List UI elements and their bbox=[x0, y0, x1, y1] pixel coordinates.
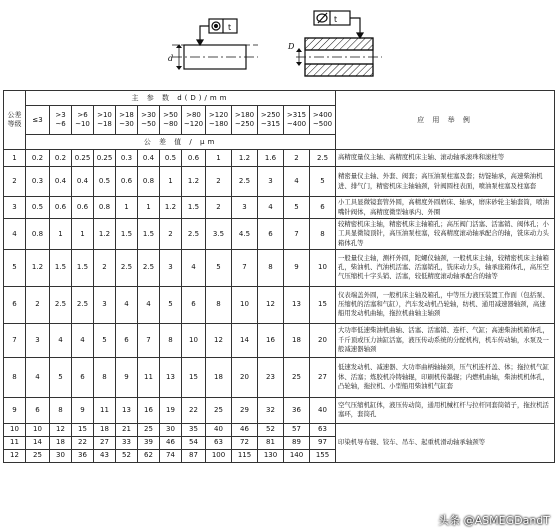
tolerance-value-cell: 1.2 bbox=[160, 197, 182, 219]
tolerance-value-cell: 63 bbox=[310, 423, 336, 436]
tolerance-value-cell: 2.5 bbox=[138, 249, 160, 286]
table-body bbox=[4, 91, 555, 463]
tolerance-value-cell: 0.8 bbox=[26, 219, 50, 250]
tolerance-value-cell: 6 bbox=[26, 397, 50, 423]
tolerance-value-cell: 0.2 bbox=[26, 150, 50, 167]
tolerance-value-cell: 18 bbox=[94, 423, 116, 436]
tolerance-value-cell: 2 bbox=[206, 197, 232, 219]
tolerance-value-cell: 46 bbox=[160, 436, 182, 449]
application-cell: 较精密机床主轴，精密机床主轴箱孔；高压阀门活塞、活塞销、阀体孔；小工具显微镜顶针，高压油泵柱塞，较高精度滚动轴承配合的轴，铣床动力头箱体孔等 bbox=[336, 219, 555, 250]
tolerance-value-cell: 3 bbox=[94, 286, 116, 323]
tolerance-value-cell: 15 bbox=[310, 286, 336, 323]
tolerance-value-cell: 7 bbox=[232, 249, 258, 286]
tolerance-value-cell: 4 bbox=[284, 167, 310, 197]
tolerance-value-cell: 100 bbox=[206, 449, 232, 462]
tolerance-value-cell: 25 bbox=[26, 449, 50, 462]
tolerance-value-cell: 1 bbox=[72, 219, 94, 250]
grade-cell: 8 bbox=[4, 357, 26, 397]
grade-cell: 1 bbox=[4, 150, 26, 167]
grade-cell: 12 bbox=[4, 449, 26, 462]
tolerance-value-cell: 0.25 bbox=[94, 150, 116, 167]
tolerance-value-cell: 30 bbox=[50, 449, 72, 462]
tolerance-value-cell: 6 bbox=[258, 219, 284, 250]
tolerance-value-cell: 16 bbox=[258, 323, 284, 357]
tolerance-value-cell: 2 bbox=[284, 150, 310, 167]
tolerance-value-cell: 97 bbox=[310, 436, 336, 449]
tolerance-value-cell: 5 bbox=[206, 249, 232, 286]
tolerance-value-cell: 15 bbox=[72, 423, 94, 436]
tolerance-diagrams bbox=[0, 0, 558, 90]
tolerance-value-cell: 36 bbox=[72, 449, 94, 462]
tolerance-value-cell: 0.4 bbox=[50, 167, 72, 197]
tolerance-value-cell: 43 bbox=[94, 449, 116, 462]
tolerance-value-cell: 10 bbox=[310, 249, 336, 286]
grade-cell: 5 bbox=[4, 249, 26, 286]
tolerance-value-cell: 8 bbox=[50, 397, 72, 423]
application-cell: 空气压缩机缸体，液压传动筒，通用机械杠杆与拉杆同套筒销子，拖拉机活塞环，套筒孔 bbox=[336, 397, 555, 423]
tolerance-value-cell: 1.2 bbox=[232, 150, 258, 167]
tolerance-value-cell: 39 bbox=[138, 436, 160, 449]
tolerance-value-cell: 13 bbox=[116, 397, 138, 423]
tolerance-value-cell: 14 bbox=[232, 323, 258, 357]
tolerance-value-cell: 3 bbox=[232, 197, 258, 219]
application-cell: 小工具显微镜套管外圆，高精度外圆磨床、轴承，磨床砂轮主轴套筒，喷油嘴针阀体，高精度微型轴承内、外圈 bbox=[336, 197, 555, 219]
tolerance-value-cell: 1 bbox=[206, 150, 232, 167]
tolerance-value-cell: 0.8 bbox=[94, 197, 116, 219]
table-row bbox=[4, 357, 555, 397]
tolerance-value-cell: 63 bbox=[206, 436, 232, 449]
grade-header: 公差 等级 bbox=[4, 91, 26, 150]
shaft-diameter-label: d bbox=[168, 54, 174, 63]
tolerance-value-cell: 2.5 bbox=[72, 286, 94, 323]
tolerance-value-cell: 30 bbox=[160, 423, 182, 436]
table-row bbox=[4, 249, 555, 286]
tolerance-value-cell: 1 bbox=[116, 197, 138, 219]
grade-cell: 11 bbox=[4, 436, 26, 449]
size-range-cell: >10 ~18 bbox=[94, 106, 116, 135]
hole-diagram bbox=[287, 11, 382, 76]
size-range-cell: ≤3 bbox=[26, 106, 50, 135]
tolerance-value-cell: 2.5 bbox=[182, 219, 206, 250]
tolerance-value-cell: 5 bbox=[160, 286, 182, 323]
table-row bbox=[4, 150, 555, 167]
size-range-cell: >120 ~180 bbox=[206, 106, 232, 135]
tolerance-value-cell: 35 bbox=[182, 423, 206, 436]
tolerance-value-cell: 27 bbox=[94, 436, 116, 449]
size-range-cell: >250 ~315 bbox=[258, 106, 284, 135]
table-row bbox=[4, 323, 555, 357]
grade-cell: 3 bbox=[4, 197, 26, 219]
watermark: 头条 @ASMEGDandT bbox=[438, 514, 550, 527]
tolerance-value-cell: 0.4 bbox=[138, 150, 160, 167]
tolerance-value-cell: 72 bbox=[232, 436, 258, 449]
tolerance-value-cell: 130 bbox=[258, 449, 284, 462]
tolerance-value-cell: 1 bbox=[160, 167, 182, 197]
tolerance-value-cell: 18 bbox=[50, 436, 72, 449]
application-cell: 仪表端盖外圆，一般机床主轴及箱孔，中等压力液压装置工作面（包括泵、压缩机的活塞和气缸），汽车发动机凸轮轴，纺机、通用减速器轴颈，高速船用发动机曲轴，拖拉机曲轴主轴颈 bbox=[336, 286, 555, 323]
tolerance-value-cell: 12 bbox=[258, 286, 284, 323]
tolerance-value-cell: 14 bbox=[26, 436, 50, 449]
size-range-cell: >50 ~80 bbox=[160, 106, 182, 135]
tolerance-value-cell: 2.5 bbox=[116, 249, 138, 286]
tolerance-value-cell: 1.2 bbox=[182, 167, 206, 197]
size-range-cell: >180 ~250 bbox=[232, 106, 258, 135]
tolerance-value-cell: 57 bbox=[284, 423, 310, 436]
tolerance-value-cell: 10 bbox=[232, 286, 258, 323]
size-range-cell: >315 ~400 bbox=[284, 106, 310, 135]
grade-cell: 7 bbox=[4, 323, 26, 357]
tolerance-value-cell: 40 bbox=[310, 397, 336, 423]
tolerance-value-cell: 54 bbox=[182, 436, 206, 449]
tolerance-value-cell: 6 bbox=[72, 357, 94, 397]
tolerance-value-cell: 1.6 bbox=[258, 150, 284, 167]
tolerance-value-cell: 12 bbox=[50, 423, 72, 436]
tolerance-value-cell: 2 bbox=[206, 167, 232, 197]
tolerance-value-cell: 5 bbox=[50, 357, 72, 397]
tolerance-value-cell: 8 bbox=[310, 219, 336, 250]
size-range-cell: >30 ~50 bbox=[138, 106, 160, 135]
tolerance-value-cell: 74 bbox=[160, 449, 182, 462]
tolerance-value-cell: 11 bbox=[138, 357, 160, 397]
application-header: 应 用 举 例 bbox=[336, 91, 555, 150]
tolerance-value-cell: 2.5 bbox=[232, 167, 258, 197]
tolerance-table bbox=[3, 90, 555, 463]
tolerance-value-cell: 0.6 bbox=[50, 197, 72, 219]
size-range-cell: >6 ~10 bbox=[72, 106, 94, 135]
tolerance-value-cell: 0.5 bbox=[160, 150, 182, 167]
tolerance-value-cell: 7 bbox=[138, 323, 160, 357]
tolerance-value-cell: 2.5 bbox=[310, 150, 336, 167]
tolerance-value-cell: 8 bbox=[206, 286, 232, 323]
tolerance-value-cell: 1.5 bbox=[72, 249, 94, 286]
table-row bbox=[4, 219, 555, 250]
tolerance-value-cell: 3.5 bbox=[206, 219, 232, 250]
tolerance-value-cell: 0.3 bbox=[26, 167, 50, 197]
tolerance-value-cell: 18 bbox=[206, 357, 232, 397]
tolerance-value-cell: 115 bbox=[232, 449, 258, 462]
tolerance-value-cell: 10 bbox=[26, 423, 50, 436]
size-range-cell: >80 ~120 bbox=[182, 106, 206, 135]
shaft-diagram bbox=[168, 19, 258, 70]
tolerance-value-cell: 1.5 bbox=[116, 219, 138, 250]
tolerance-value-cell: 9 bbox=[116, 357, 138, 397]
tolerance-value-cell: 1 bbox=[138, 197, 160, 219]
tolerance-value-cell: 36 bbox=[284, 397, 310, 423]
tolerance-value-cell: 29 bbox=[232, 397, 258, 423]
tolerance-value-cell: 0.3 bbox=[116, 150, 138, 167]
tolerance-value-cell: 0.4 bbox=[72, 167, 94, 197]
tolerance-value-cell: 1.2 bbox=[94, 219, 116, 250]
grade-cell: 4 bbox=[4, 219, 26, 250]
tolerance-value-cell: 5 bbox=[310, 167, 336, 197]
tolerance-value-cell: 87 bbox=[182, 449, 206, 462]
main-param-header: 主 参 数 d(D)/mm bbox=[26, 91, 336, 106]
tolerance-value-cell: 16 bbox=[138, 397, 160, 423]
tolerance-value-cell: 1.5 bbox=[182, 197, 206, 219]
table-row bbox=[4, 197, 555, 219]
tolerance-value-cell: 25 bbox=[206, 397, 232, 423]
tolerance-value-cell: 1.5 bbox=[50, 249, 72, 286]
size-range-cell: >18 ~30 bbox=[116, 106, 138, 135]
tolerance-value-cell: 52 bbox=[116, 449, 138, 462]
table-row bbox=[4, 397, 555, 423]
tolerance-value-cell: 4 bbox=[138, 286, 160, 323]
tolerance-value-cell: 2 bbox=[26, 286, 50, 323]
application-cell: 低速发动机、减速器、大功率曲柄轴轴颈，压气机连杆盖、体；拖拉机气缸体、活塞；炼胶机冷铸轴辊，印刷机传墨辊；内燃机曲轴，柴油机机体孔，凸轮轴，拖拉机、小型船用柴油机气缸套 bbox=[336, 357, 555, 397]
tolerance-value-cell: 4 bbox=[116, 286, 138, 323]
tolerance-value-cell: 12 bbox=[206, 323, 232, 357]
tolerance-value-cell: 62 bbox=[138, 449, 160, 462]
tolerance-value-cell: 11 bbox=[94, 397, 116, 423]
tolerance-value-cell: 0.6 bbox=[72, 197, 94, 219]
tolerance-value-cell: 21 bbox=[116, 423, 138, 436]
tolerance-value-cell: 4.5 bbox=[232, 219, 258, 250]
tolerance-value-cell: 140 bbox=[284, 449, 310, 462]
grade-cell: 9 bbox=[4, 397, 26, 423]
tolerance-value-cell: 4 bbox=[26, 357, 50, 397]
tolerance-value-cell: 8 bbox=[94, 357, 116, 397]
application-cell: 精密量仪主轴、外套、阀套；高压油泵柱塞及套；纺锭轴承，高速柴油机进、排气门，精密机床主轴轴颈，针阀圆柱表面，喷油泵柱塞及柱塞套 bbox=[336, 167, 555, 197]
size-range-cell: >400 ~500 bbox=[310, 106, 336, 135]
tolerance-value-cell: 6 bbox=[116, 323, 138, 357]
svg-text:t: t bbox=[228, 23, 232, 32]
tolerance-value-cell: 52 bbox=[258, 423, 284, 436]
tolerance-value-cell: 4 bbox=[182, 249, 206, 286]
tolerance-value-cell: 81 bbox=[258, 436, 284, 449]
tolerance-value-cell: 0.5 bbox=[26, 197, 50, 219]
tolerance-value-cell: 19 bbox=[160, 397, 182, 423]
tolerance-value-cell: 9 bbox=[72, 397, 94, 423]
grade-cell: 2 bbox=[4, 167, 26, 197]
tolerance-value-cell: 13 bbox=[160, 357, 182, 397]
tolerance-value-cell: 27 bbox=[310, 357, 336, 397]
grade-cell: 10 bbox=[4, 423, 26, 436]
tolerance-value-cell: 4 bbox=[258, 197, 284, 219]
table-row bbox=[4, 423, 555, 436]
tolerance-value-cell: 8 bbox=[160, 323, 182, 357]
tolerance-value-cell: 155 bbox=[310, 449, 336, 462]
size-range-cell: >3 ~6 bbox=[50, 106, 72, 135]
tolerance-value-cell: 0.6 bbox=[116, 167, 138, 197]
tolerance-value-header: 公 差 值 / μm bbox=[26, 135, 336, 150]
svg-text:t: t bbox=[334, 15, 338, 24]
tolerance-value-cell: 0.25 bbox=[72, 150, 94, 167]
tolerance-value-cell: 18 bbox=[284, 323, 310, 357]
tolerance-value-cell: 2.5 bbox=[50, 286, 72, 323]
tolerance-value-cell: 0.6 bbox=[182, 150, 206, 167]
tolerance-value-cell: 3 bbox=[258, 167, 284, 197]
tolerance-value-cell: 23 bbox=[258, 357, 284, 397]
tolerance-value-cell: 20 bbox=[232, 357, 258, 397]
tolerance-value-cell: 22 bbox=[72, 436, 94, 449]
tolerance-value-cell: 22 bbox=[182, 397, 206, 423]
tolerance-value-cell: 89 bbox=[284, 436, 310, 449]
tolerance-value-cell: 3 bbox=[160, 249, 182, 286]
tolerance-value-cell: 0.8 bbox=[138, 167, 160, 197]
grade-cell: 6 bbox=[4, 286, 26, 323]
application-cell: 印染机导布辊、铰车、吊车、起重机滑动轴承轴颈等 bbox=[336, 423, 555, 462]
table-row bbox=[4, 167, 555, 197]
tolerance-value-cell: 8 bbox=[258, 249, 284, 286]
tolerance-value-cell: 46 bbox=[232, 423, 258, 436]
tolerance-value-cell: 3 bbox=[26, 323, 50, 357]
tolerance-value-cell: 1.5 bbox=[138, 219, 160, 250]
application-cell: 一般量仪主轴，测杆外圆，陀螺仪轴颈，一般机床主轴，较精密机床主轴箱孔，柴油机、汽油机活塞、活塞销孔，铣床动力头，轴承座箱体孔，高压空气压缩机十字头销、活塞，较低精度滚动轴承配合的轴等 bbox=[336, 249, 555, 286]
tolerance-value-cell: 6 bbox=[182, 286, 206, 323]
tolerance-value-cell: 10 bbox=[182, 323, 206, 357]
tolerance-value-cell: 25 bbox=[284, 357, 310, 397]
tolerance-value-cell: 2 bbox=[94, 249, 116, 286]
tolerance-value-cell: 5 bbox=[94, 323, 116, 357]
tolerance-value-cell: 4 bbox=[50, 323, 72, 357]
tolerance-value-cell: 1 bbox=[50, 219, 72, 250]
tolerance-value-cell: 40 bbox=[206, 423, 232, 436]
tolerance-value-cell: 2 bbox=[160, 219, 182, 250]
hole-diameter-label: D bbox=[288, 42, 295, 51]
tolerance-value-cell: 20 bbox=[310, 323, 336, 357]
tolerance-value-cell: 5 bbox=[284, 197, 310, 219]
tolerance-value-cell: 0.2 bbox=[50, 150, 72, 167]
tolerance-value-cell: 32 bbox=[258, 397, 284, 423]
tolerance-value-cell: 15 bbox=[182, 357, 206, 397]
tolerance-value-cell: 9 bbox=[284, 249, 310, 286]
tolerance-value-cell: 25 bbox=[138, 423, 160, 436]
table-row bbox=[4, 286, 555, 323]
tolerance-value-cell: 33 bbox=[116, 436, 138, 449]
tolerance-value-cell: 1.2 bbox=[26, 249, 50, 286]
application-cell: 大功率低速柴油机曲轴、活塞、活塞销、连杆、气缸；高速柴油机箱体孔，千斤顶或压力油缸活塞，液压传动系统的分配机构，机车传动轴，水泵及一般减速器轴颈 bbox=[336, 323, 555, 357]
tolerance-value-cell: 4 bbox=[72, 323, 94, 357]
tolerance-value-cell: 13 bbox=[284, 286, 310, 323]
application-cell: 高精度量仪主轴、高精度机床主轴、滚动轴承滚珠和滚柱等 bbox=[336, 150, 555, 167]
tolerance-value-cell: 7 bbox=[284, 219, 310, 250]
tolerance-value-cell: 0.5 bbox=[94, 167, 116, 197]
tolerance-value-cell: 6 bbox=[310, 197, 336, 219]
